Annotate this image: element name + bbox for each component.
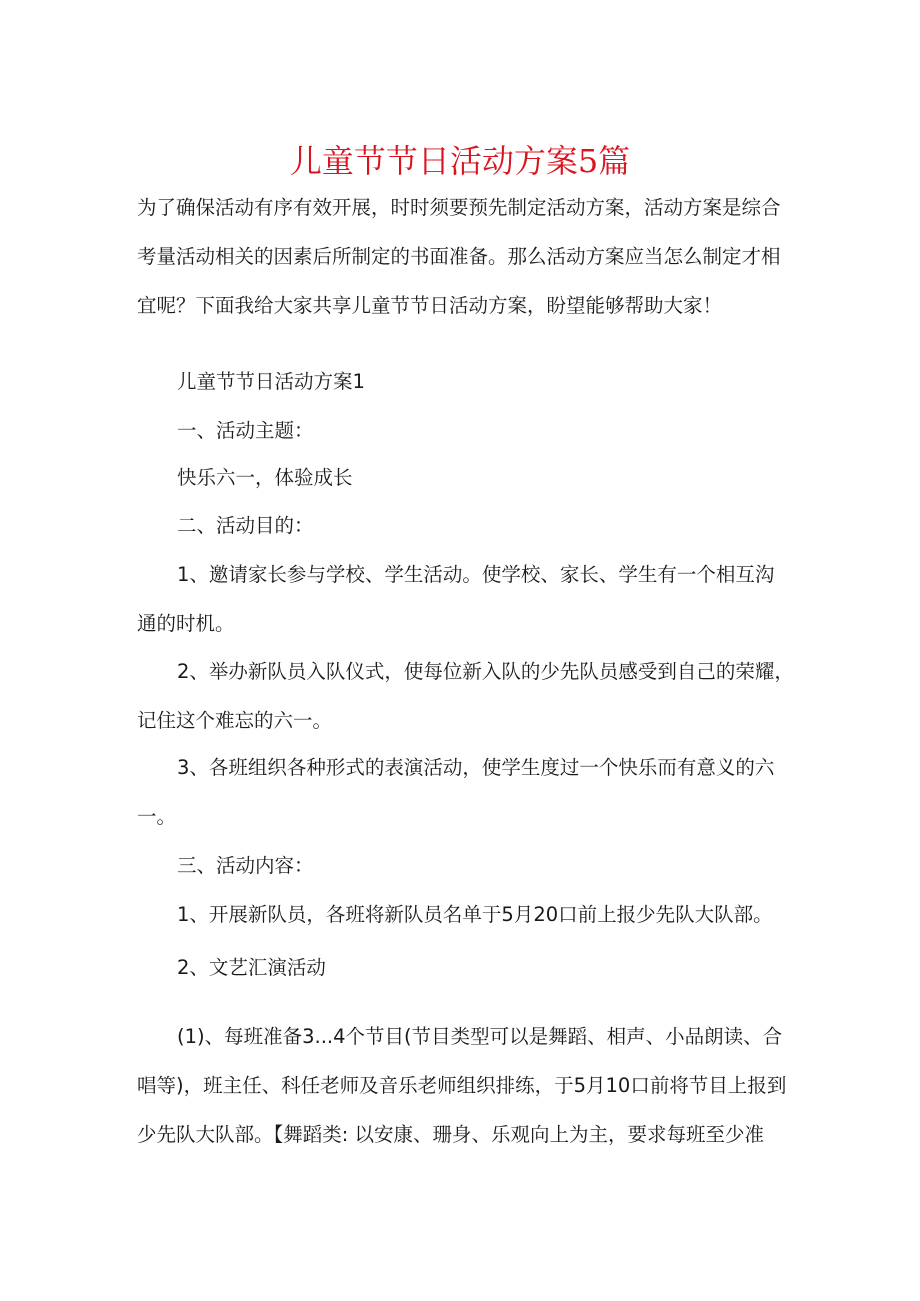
text-line: 2、举办新队员入队仪式，使每位新入队的少先队员感受到自己的荣耀， bbox=[177, 660, 794, 683]
text-line: 三、活动内容： bbox=[177, 854, 314, 877]
text-line: 一。 bbox=[137, 805, 177, 828]
text-line: 少先队大队部。【舞蹈类: 以安康、珊身、乐观向上为主，要求每班至少准 bbox=[137, 1123, 765, 1146]
paragraph bbox=[137, 183, 807, 330]
text-line: 1、邀请家长参与学校、学生活动。使学校、家长、学生有一个相互沟 bbox=[177, 563, 775, 586]
text-line: 1、开展新队员，各班将新队员名单于5月20口前上报少先队大队部。 bbox=[177, 903, 773, 926]
text-line: 唱等)，班主任、科任老师及音乐老师组织排练，于5月10口前将节目上报到 bbox=[137, 1074, 787, 1097]
text-line: 通的时机。 bbox=[137, 612, 235, 635]
paragraph bbox=[137, 1012, 807, 1159]
paragraph bbox=[137, 943, 807, 992]
text-line: 快乐六一，体验成长 bbox=[177, 466, 353, 489]
paragraph bbox=[137, 550, 807, 648]
paragraph bbox=[137, 357, 807, 406]
text-line: 考量活动相关的因素后所制定的书面准备。那么活动方案应当怎么制定才相 bbox=[137, 245, 781, 268]
text-line: 宜呢？下面我给大家共享儿童节节日活动方案，盼望能够帮助大家！ bbox=[137, 294, 723, 317]
paragraph bbox=[137, 647, 807, 745]
text-line: 二、活动目的： bbox=[177, 514, 314, 537]
document-title: 儿童节节日活动方案5篇 bbox=[289, 142, 631, 180]
text-line: 儿童节节日活动方案1 bbox=[177, 370, 365, 393]
text-line: 记住这个难忘的六一。 bbox=[137, 709, 333, 732]
text-line: 3、各班组织各种形式的表演活动，使学生度过一个快乐而有意义的六 bbox=[177, 756, 775, 779]
paragraph bbox=[137, 743, 807, 841]
paragraph bbox=[137, 890, 807, 939]
text-line: (1)、每班准备3...4个节目(节目类型可以是舞蹈、相声、小品朗读、合 bbox=[177, 1025, 783, 1048]
paragraph bbox=[137, 841, 807, 890]
text-line: 为了确保活动有序有效开展，时时须要预先制定活动方案，活动方案是综合 bbox=[137, 196, 781, 219]
text-line: 2、文艺汇演活动 bbox=[177, 956, 326, 979]
paragraph bbox=[137, 453, 807, 502]
paragraph bbox=[137, 406, 807, 455]
text-line: 一、活动主题： bbox=[177, 419, 314, 442]
paragraph bbox=[137, 501, 807, 550]
